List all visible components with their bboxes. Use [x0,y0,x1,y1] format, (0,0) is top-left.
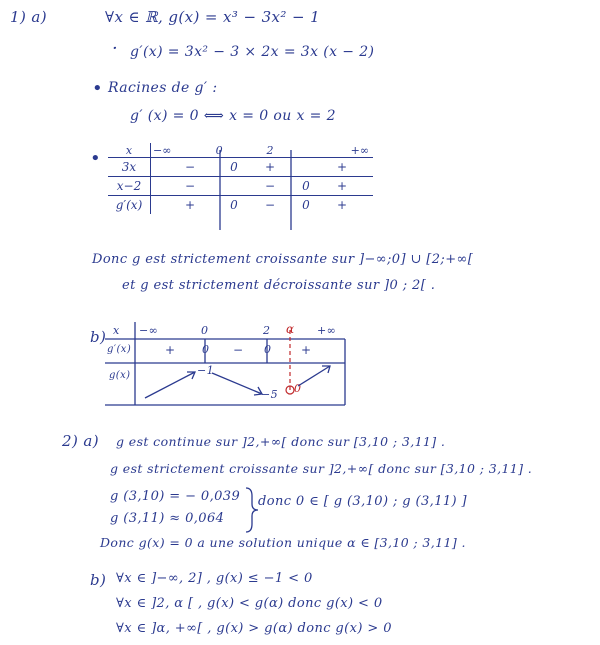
row-label: x−2 [108,177,151,196]
var-header-x: x [113,324,120,337]
sign-cell: − [239,177,301,196]
bullet: • [92,78,103,99]
var-g-label: g(x) [109,370,131,381]
sign-cell: − [239,196,301,215]
var-gprime-label: g′(x) [107,344,132,355]
var-g-zero: 0 [294,382,302,395]
sign-cell: + [311,158,373,177]
var-header-zero: 0 [201,324,209,337]
sign-cell: − [151,177,230,196]
header-neg-inf: −∞ [151,143,210,158]
unique-solution-line: Donc g(x) = 0 a une solution unique α ∈ [3,10 ; 3,11] . [100,535,466,550]
value-g-311: g (3,11) ≈ 0,064 [110,511,225,526]
interval-line-3: ∀x ∈ ]α, +∞[ , g(x) > g(α) donc g(x) > 0 [116,621,392,636]
header-two: 2 [239,143,301,158]
var-header-pos-inf: +∞ [317,324,337,337]
conclusion-line-2: et g est strictement décroissante sur ]0 ; 2[ . [122,278,436,293]
sign-cell: + [311,196,373,215]
var-sign: − [233,343,244,357]
monotonic-line: g est strictement croissante sur ]2,+∞[ donc sur [3,10 ; 3,11] . [110,461,533,476]
function-definition: ∀x ∈ ℝ, g(x) = x³ − 3x² − 1 [105,8,321,26]
var-header-two: 2 [263,324,271,337]
derivative-line: g′(x) = 3x² − 3 × 2x = 3x (x − 2) [130,44,375,60]
var-sign: + [165,343,176,357]
interval-line-2: ∀x ∈ ]2, α [ , g(x) < g(α) donc g(x) < 0 [116,596,383,611]
row-3x [108,158,373,177]
sign-cell: + [151,196,230,215]
var-header-neg-inf: −∞ [139,324,159,337]
zero-cell: 0 [301,177,311,196]
interval-line-1: ∀x ∈ ]−∞, 2] , g(x) ≤ −1 < 0 [116,571,313,586]
part-2a-label: 2) a) [62,432,99,450]
row-label: g′(x) [108,196,151,215]
bullet: • [90,148,101,169]
sign-cell: − [151,158,230,177]
part-1b-label: b) [90,328,107,346]
header-zero: 0 [209,143,229,158]
var-g-max: −1 [197,364,215,377]
sign-cell: + [239,158,301,177]
variation-table [105,322,345,405]
brace-conclusion: donc 0 ∈ [ g (3,10) ; g (3,11) ] [258,494,468,509]
row-gprime [108,196,373,215]
bullet: · [112,38,118,59]
roots-title: Racines de g′ : [108,80,218,96]
continuity-line: g est continue sur ]2,+∞[ donc sur [3,10 ; 3,11] . [116,434,446,449]
sign-table-1 [108,143,373,214]
row-label: 3x [108,158,151,177]
part-1a-label: 1) a) [10,8,47,26]
var-zero: 0 [202,343,210,356]
value-g-310: g (3,10) = − 0,039 [110,489,241,504]
zero-cell: 0 [301,196,311,215]
sign-cell: + [311,177,373,196]
var-sign: + [301,343,312,357]
var-zero: 0 [264,343,272,356]
header-x: x [108,143,151,158]
roots-equation: g′ (x) = 0 ⟺ x = 0 ou x = 2 [130,108,336,124]
conclusion-line-1: Donc g est strictement croissante sur ]−∞;0] ∪ [2;+∞[ [92,252,474,267]
zero-cell: 0 [229,158,239,177]
var-header-alpha: α [286,322,295,336]
header-pos-inf: +∞ [311,143,373,158]
row-x-minus-2 [108,177,373,196]
var-g-min: −5 [261,388,279,401]
sign-table-1-header [108,143,373,158]
part-2b-label: b) [90,571,107,589]
zero-cell: 0 [229,196,239,215]
